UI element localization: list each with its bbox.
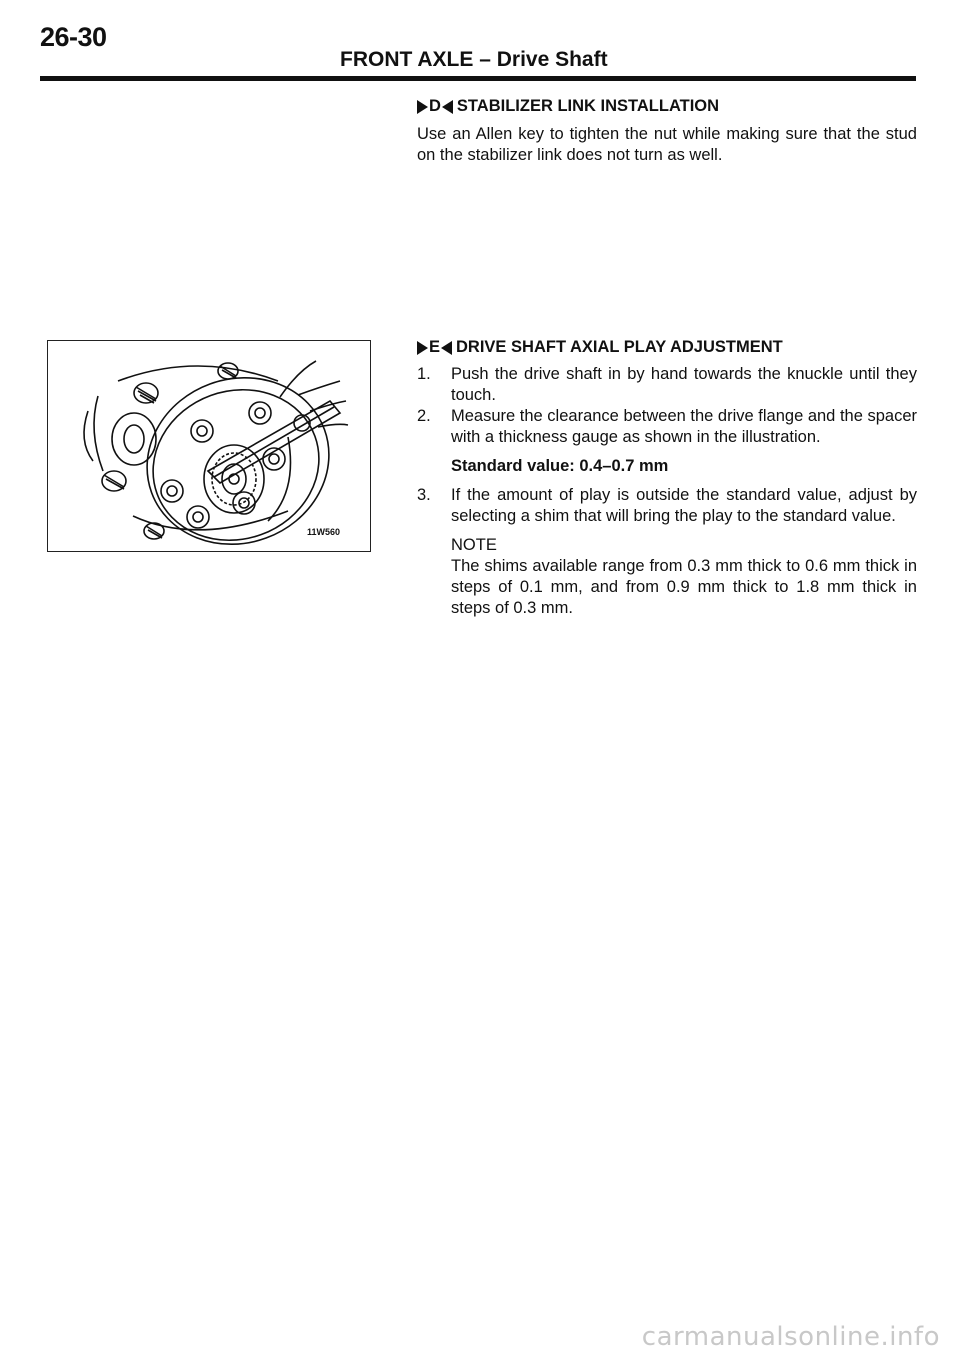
page-number: 26-30 <box>40 22 107 52</box>
illustration-figure <box>47 340 371 552</box>
list-item <box>417 406 917 477</box>
section-stabilizer-link <box>417 96 917 166</box>
arrow-right-icon <box>417 100 428 114</box>
step-text: Push the drive shaft in by hand towards the knuckle until they touch. <box>451 365 917 404</box>
body-paragraph: Use an Allen key to tighten the nut while making sure that the stud on the stabilizer link does not turn as well. <box>417 125 917 164</box>
section-heading <box>417 337 917 358</box>
service-point-marker <box>417 96 453 117</box>
arrow-left-icon <box>442 100 453 114</box>
step-number: 3. <box>417 486 431 504</box>
standard-value: Standard value: 0.4–0.7 mm <box>451 457 669 475</box>
section-heading <box>417 96 917 117</box>
watermark: carmanualsonline.info <box>641 1322 940 1352</box>
step-text: If the amount of play is outside the standard value, adjust by selecting a shim that will bring the play to the standard value. <box>451 486 917 525</box>
figure-id-label: 11W560 <box>306 527 340 537</box>
service-point-marker <box>417 337 452 358</box>
step-list <box>417 364 917 619</box>
note-block <box>451 535 917 619</box>
page-header <box>40 18 920 78</box>
heading-text: DRIVE SHAFT AXIAL PLAY ADJUSTMENT <box>456 338 783 356</box>
note-label: NOTE <box>451 536 497 554</box>
arrow-right-icon <box>417 341 428 355</box>
page-title: FRONT AXLE – Drive Shaft <box>340 48 608 71</box>
marker-letter: E <box>429 338 441 356</box>
header-rule <box>40 76 916 81</box>
arrow-left-icon <box>441 341 452 355</box>
marker-letter: D <box>429 97 441 115</box>
list-item <box>417 485 917 619</box>
note-text: The shims available range from 0.3 mm thick to 0.6 mm thick in steps of 0.1 mm, and from 0.9 mm thick to 1.8 mm thick in steps of 0.3 mm. <box>451 557 917 617</box>
section-axial-play <box>417 337 917 619</box>
list-item <box>417 364 917 406</box>
drive-flange-illustration <box>48 341 370 551</box>
step-text: Measure the clearance between the drive flange and the spacer with a thickness gauge as shown in the illustration. <box>451 407 917 446</box>
step-number: 2. <box>417 407 431 425</box>
step-number: 1. <box>417 365 431 383</box>
heading-text: STABILIZER LINK INSTALLATION <box>456 97 720 115</box>
